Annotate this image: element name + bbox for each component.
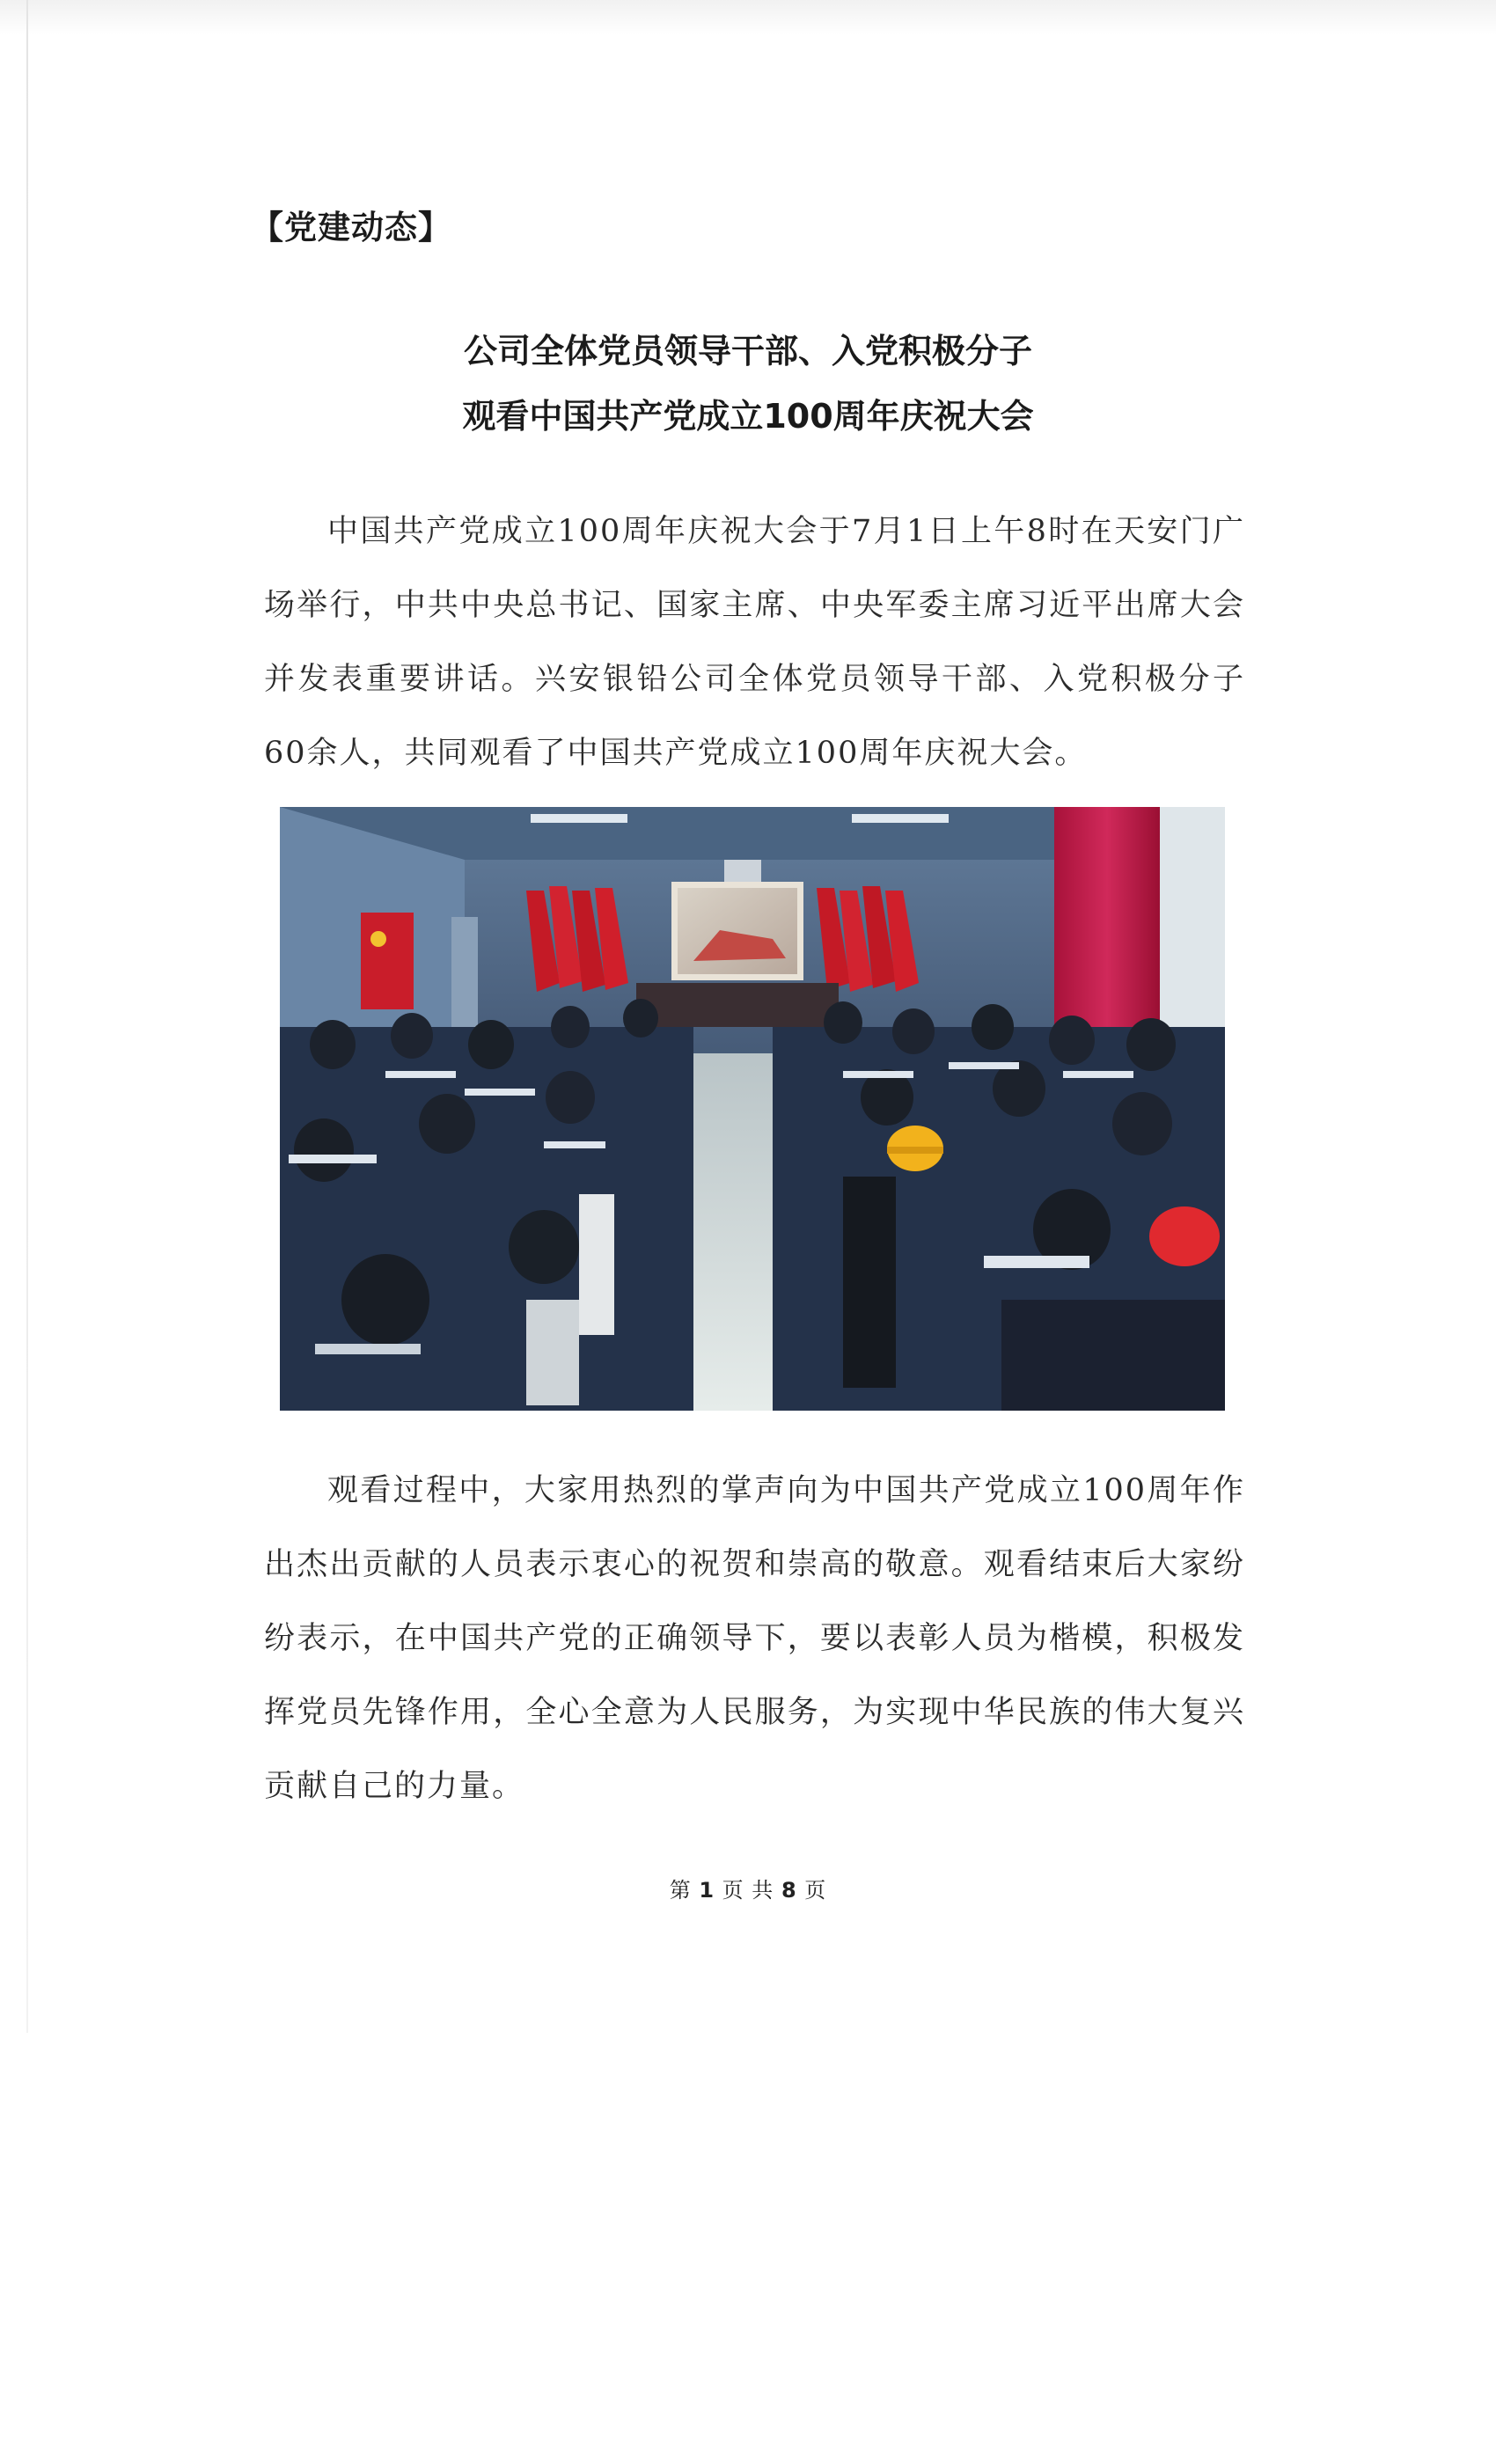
- audience-right: [773, 1001, 1225, 1411]
- party-emblem-board: [361, 913, 414, 1009]
- emblem-icon: [370, 931, 386, 947]
- scan-shadow-edge: [26, 0, 28, 2033]
- article-title-line-2: 观看中国共产党成立100周年庆祝大会: [462, 397, 1034, 436]
- front-desk: [636, 983, 839, 1027]
- audience-left: [280, 999, 693, 1411]
- page-number-footer: [264, 1873, 1232, 1903]
- footer-middle: 页 共: [722, 1878, 774, 1903]
- scan-shadow-top: [0, 0, 1496, 35]
- red-curtain: [1054, 807, 1160, 1036]
- body-paragraph-1: 中国共产党成立100周年庆祝大会于7月1日上午8时在天安门广场举行，中共中央总书记、国家主席、中央军委主席习近平出席大会并发表重要讲话。兴安银铅公司全体党员领导干部、入党积极分子60余人，共同观看了中国共产党成立100周年庆祝大会。: [264, 514, 1245, 771]
- red-flags-left: [526, 886, 628, 992]
- meeting-room-illustration: [280, 807, 1225, 1411]
- footer-prefix: 第: [669, 1878, 692, 1903]
- section-tag: 【党建动态】: [251, 209, 451, 246]
- footer-current-page: 1: [699, 1878, 715, 1903]
- red-hard-hat: [1149, 1206, 1220, 1266]
- body-paragraph-2: 观看过程中，大家用热烈的掌声向为中国共产党成立100周年作出杰出贡献的人员表示衷心的祝贺和崇高的敬意。观看结束后大家纷纷表示，在中国共产党的正确领导下，要以表彰人员为楷模，积极发挥党员先锋作用，全心全意为人民服务，为实现中华民族的伟大复兴贡献自己的力量。: [264, 1473, 1245, 1804]
- meeting-photo: [280, 807, 1225, 1411]
- ceiling-light: [852, 814, 949, 823]
- ceiling-light: [531, 814, 627, 823]
- projector: [724, 860, 761, 883]
- footer-total-pages: 8: [781, 1878, 797, 1903]
- yellow-hard-hat-brim: [887, 1147, 943, 1154]
- projection-screen: [678, 888, 797, 974]
- article-title-line-1: 公司全体党员领导干部、入党积极分子: [463, 332, 1032, 370]
- footer-suffix: 页: [804, 1878, 827, 1903]
